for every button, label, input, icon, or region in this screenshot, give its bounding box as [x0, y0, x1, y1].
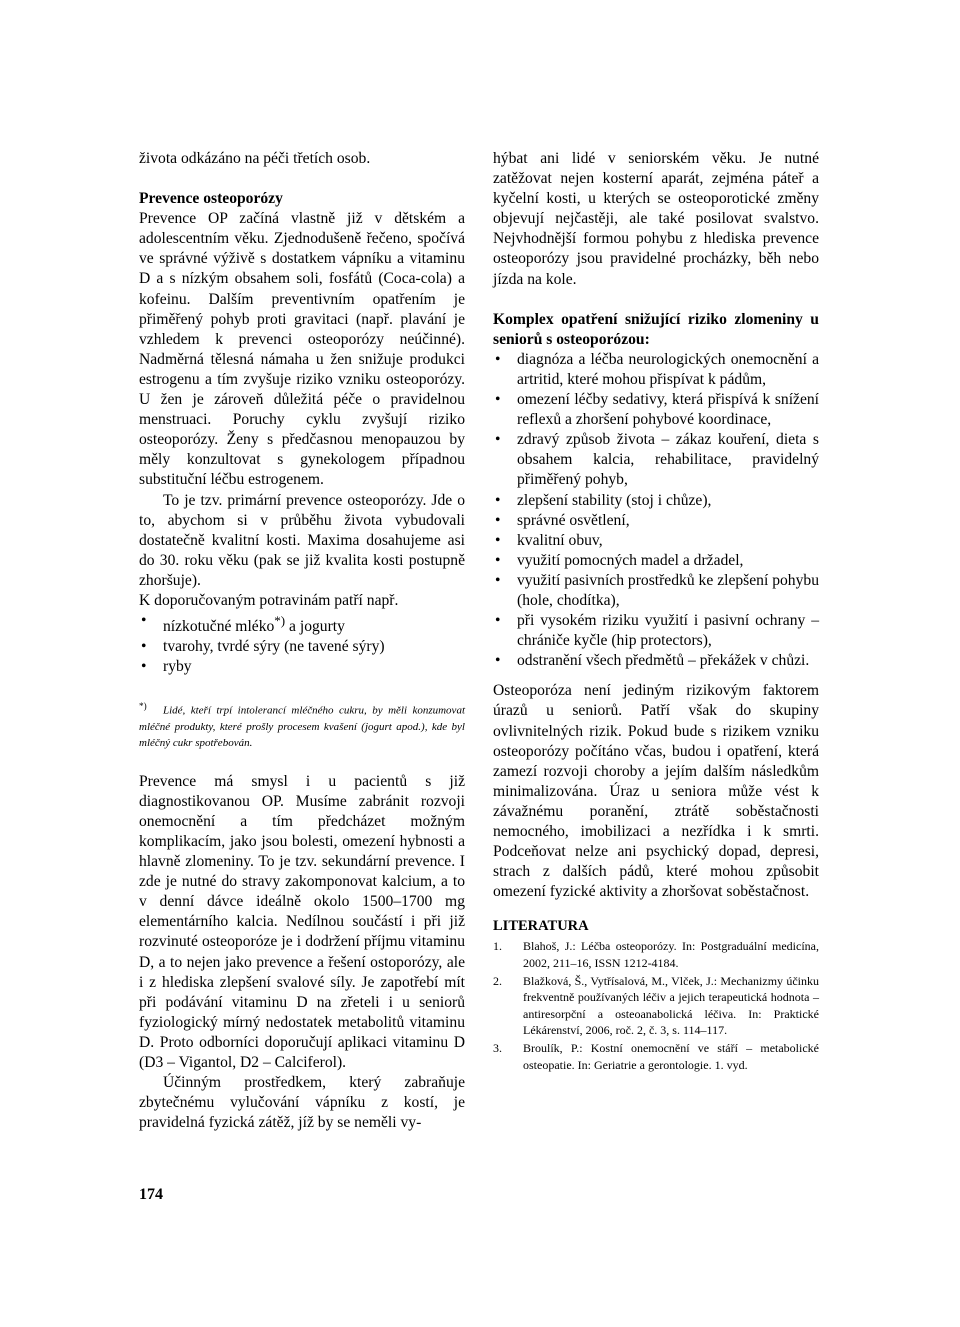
list-item: • správné osvětlení,	[493, 511, 819, 531]
bullet-icon: •	[495, 350, 501, 368]
footnote	[139, 698, 465, 752]
intro-text: života odkázáno na péči třetích osob.	[139, 150, 371, 167]
bullet-icon: •	[495, 491, 501, 509]
physical-load-paragraph: Účinným prostředkem, který zabraňuje zbytečnému vylučování vápníku z kostí, je pravidelná fyzická zátěž, jíž by se neměli vy-	[139, 1074, 465, 1132]
list-item: • kvalitní obuv,	[493, 531, 819, 551]
references-list	[493, 938, 819, 1072]
reference-item: 2. Blažková, Š., Vytřísalová, M., Vlček, J.: Mechanizmy účinku frekventně používaných léčiv a jejich terapeutická hodnota – antiresorpční a osteoanabolická léčiva. In: Praktické Lékárenství, 2006, roč. 2, č. 3, s. 114–117.	[493, 974, 819, 1037]
list-item: • využití pomocných madel a držadel,	[493, 551, 819, 571]
bullet-icon: •	[141, 612, 147, 630]
prevention-paragraph-1: Prevence OP začíná vlastně již v dětském a adolescentním věku. Zjednodušeně řečeno, spočívá ve správné výživě s dostatkem vápníku a vitaminu D a s nízkým obsahem soli, fosfátů (Coca-cola) a kofeinu. Dalším preventivním opatřením je přiměřený pohyb proti gravitaci (např. plavání je vzhledem k prevenci osteoporózy neúčinné). Nadměrná tělesná námaha u žen snižuje produkci estrogenu a tím zvyšuje riziko vzniku osteoporózy. U žen je zároveň důležitá péče o pravidelnou menstruaci. Poruchy cyklu zvyšují riziko osteoporózy. Ženy s předčasnou menopauzou by měly konzultovat s gynekologem případnou substituční léčbu estrogenem.	[139, 210, 465, 489]
list-item: • zlepšení stability (stoj i chůze),	[493, 491, 819, 511]
movement-paragraph: hýbat ani lidé v seniorském věku. Je nutné zatěžovat nejen kosterní aparát, zejména páteř a kyčelní kosti, u kterých se osteoporotické změny objevují nejčastěji, ale také posilovat svalstvo. Nejvhodnější formou pohybu z hlediska prevence osteoporózy jsou pravidelné procházky, běh nebo jízda na kole.	[493, 150, 819, 288]
bullet-icon: •	[495, 531, 501, 549]
prevention-heading: Prevence osteoporózy	[139, 190, 283, 208]
right-column	[493, 149, 819, 1075]
secondary-prevention-paragraph: Prevence má smysl i u pacientů s již diagnostikovanou OP. Musíme zabránit rozvoji onemocnění a tím předcházet možným komplikacím, jako jsou bolesti, omezení hybnosti a hlavně zlomeniny. To je tzv. sekundární prevence. I zde je nutné do stravy zakomponovat kalcium, a to v denní dávce ideálně okolo 1500–1700 mg elementárního kalcia. Nedílnou součástí i při již rozvinuté osteoporóze je i dodržení příjmu vitaminu D, a to nejen jako prevence a řešení ostoporózy, ale i z hlediska zlepšení svalové síly. Je zapotřebí mít při podávání vitaminu D na zřeteli i u seniorů fyziologický mírný nedostatek metabolitů vitaminu D. Proto odborníci doporučují aplikaci vitaminu D (D3 – Vigantol, D2 – Calciferol).	[139, 772, 465, 1071]
foods-list	[139, 611, 465, 677]
complex-measures-heading: Komplex opatření snižující riziko zlomeniny u seniorů s osteoporózou:	[493, 310, 819, 348]
list-item: • odstranění všech předmětů – překážek v chůzi.	[493, 651, 819, 671]
footnote-mark: *)	[139, 700, 147, 711]
left-column	[139, 149, 465, 1133]
bullet-icon: •	[495, 612, 501, 630]
bullet-icon: •	[495, 571, 501, 589]
reference-item: 1. Blahoš, J.: Léčba osteoporózy. In: Postgraduální medicína, 2002, 211–16, ISSN 1212-4184.	[493, 939, 819, 970]
list-item: • tvarohy, tvrdé sýry (ne tavené sýry)	[139, 637, 465, 657]
page-number: 174	[139, 1186, 163, 1203]
list-item: • zdravý způsob života – zákaz kouření, dieta s obsahem kalcia, rehabilitace, pravidelný přiměřený pohyb,	[495, 431, 819, 489]
reference-item: 3. Broulík, P.: Kostní onemocnění ve stáří – metabolické osteopatie. In: Geriatrie a gerontologie. 1. vyd.	[493, 1041, 819, 1072]
foods-intro: K doporučovaným potravinám patří např.	[139, 591, 399, 609]
risk-factor-paragraph: Osteoporóza není jediným rizikovým faktorem úrazů u seniorů. Patří však do skupiny ovlivnitelných rizik. Pokud bude s rizikem vzniku osteoporózy počítáno včas, budou i opatření, která zamezí rozvoji choroby a jejím dalším následkům minimalizována. Úraz u seniora může vést k závažnému poranění, ztrátě soběstačnosti nemocného, imobilizaci a nezřídka i k smrti. Podceňovat nelze ani psychický dopad, depresi, strach z dalších pádů, které mohou způsobit omezení fyzické aktivity a zhoršovat soběstačnost.	[493, 682, 819, 901]
bullet-icon: •	[495, 431, 501, 449]
bullet-icon: •	[141, 638, 147, 656]
bullet-icon: •	[495, 391, 501, 409]
list-item: • využití pasivních prostředků ke zlepšení pohybu (hole, chodítka),	[495, 571, 819, 609]
list-item: • ryby	[139, 657, 465, 677]
bullet-icon: •	[495, 551, 501, 569]
bullet-icon: •	[141, 658, 147, 676]
list-item: • omezení léčby sedativy, která přispívá k snížení reflexů a zhoršení pohybové koordinace,	[495, 391, 819, 429]
list-item: • při vysokém riziku využití i pasivní ochrany – chrániče kyčle (hip protectors),	[495, 612, 819, 650]
list-item: • nízkotučné mléko*) a jogurty	[141, 612, 345, 636]
list-item: • diagnóza a léčba neurologických onemocnění a artritid, které mohou přispívat k pádům,	[495, 350, 819, 388]
prevention-paragraph-2: To je tzv. primární prevence osteoporózy. Jde o to, abychom si v průběhu života vybudovali dostatečně kvalitní kosti. Maxima dosahujeme asi do 30. roku věku (pak se již kvalita kosti postupně zhoršuje).	[139, 491, 465, 589]
literature-heading: LITERATURA	[493, 918, 589, 935]
measures-list	[493, 350, 819, 672]
footnote-text: Lidé, kteří trpí intolerancí mléčného cukru, by měli konzumovat mléčné produkty, které prošly procesem kvašení (jogurt apod.), kde byl mléčný cukr spotřebován.	[139, 704, 465, 750]
bullet-icon: •	[495, 652, 501, 670]
bullet-icon: •	[495, 511, 501, 529]
